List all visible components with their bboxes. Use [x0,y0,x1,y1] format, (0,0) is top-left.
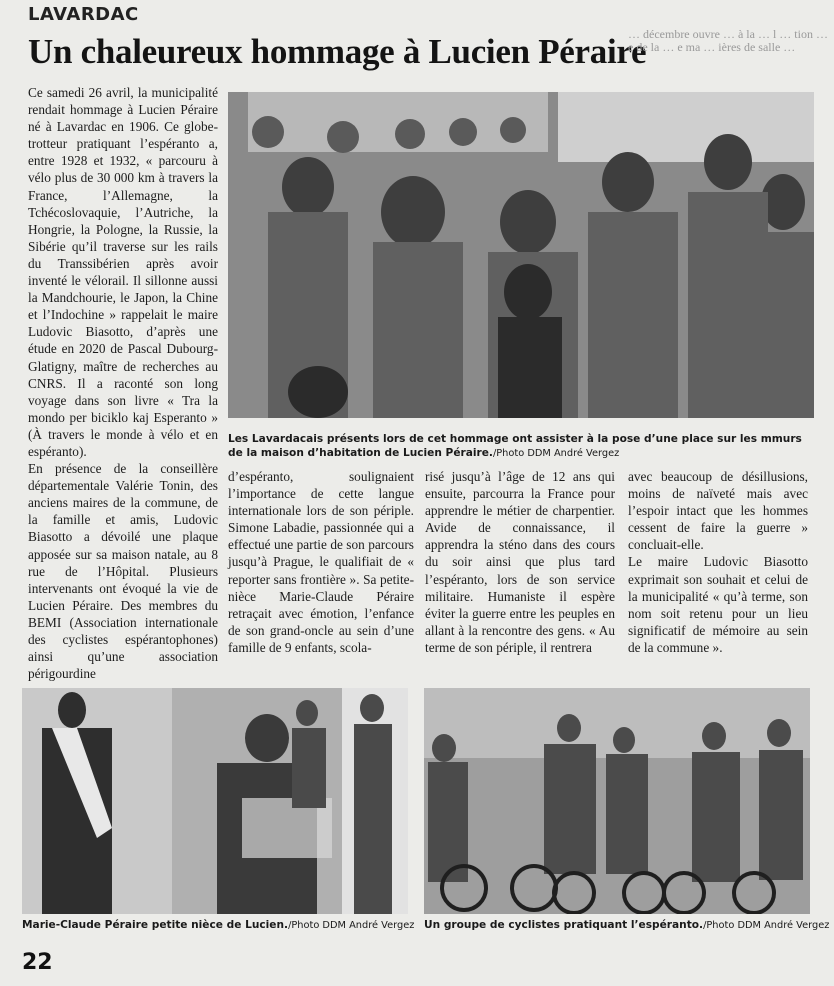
photo-credit: /Photo DDM André Vergez [288,920,415,931]
bleed-through-text: … décembre ouvre … à la … l … tion … e de la … e ma … ières de salle … [628,27,828,54]
crowd-photo-illustration [228,92,814,418]
article-headline: Un chaleureux hommage à Lucien Péraire [28,32,647,71]
caption-text: Marie-Claude Péraire petite nièce de Lucien. [22,919,289,931]
speaker-photo-caption [22,918,415,933]
paragraph: d’espéranto, soulignaient l’importance de cette langue internationale lors de son périple. Simone Labadie, passionnée qui a effectué une partie de son parcours jusqu’à Prague, le qualifiait de « reporter sans frontière ». Sa petite-nièce Marie-Claude Péraire retraçait avec émotion, l’enfance de son grand-oncle au sein d’une famille de 9 enfants, scola- [228,469,414,655]
photo-cyclists-group [424,688,810,914]
photo-crowd-ceremony [228,92,814,418]
paragraph: Le maire Ludovic Biasotto exprimait son souhait et celui de la municipalité « qu’à terme, son nom soit retenu pour un lieu significatif de mémoire au sein de la commune ». [628,554,808,655]
paragraph: Ce samedi 26 avril, la municipalité rendait hommage à Lucien Péraire né à Lavardac en 1906. Ce globe-trotteur pratiquant l’espéranto a, entre 1928 et 1932, « parcouru à vélo plus de 30 000 km à travers la France, l’Allemagne, la Tchécoslovaquie, l’Autriche, la Hongrie, la Pologne, la Russie, la Sibérie qu’il traverse sur les rails du Transsibérien après avoir inventé le vélorail. Il sillonne aussi la Mandchourie, le Japon, la Chine et l’Indochine » rappelait le maire Ludovic Biasotto, d’après une étude en 2020 de Pascal Dubourg-Glatigny, maître de recherches au CNRS. Il a raconté son long voyage dans son livre « Tra la mondo per biciklo kaj Esperanto » (À travers le monde à vélo et en espéranto). [28,85,218,459]
main-photo-caption [228,432,818,461]
speaker-photo-illustration [22,688,408,914]
caption-text: Les Lavardacais présents lors de cet hommage ont assister à la pose d’une place sur les mmurs de la maison d’habitation de Lucien Péraire. [228,433,802,459]
page-number: 22 [22,950,53,975]
photo-credit: /Photo DDM André Vergez [703,920,830,931]
paragraph: risé jusqu’à l’âge de 12 ans qui ensuite, parcourra la France pour apprendre le métier de charpentier. Avide de connaissance, il apprendra la sténo dans des cours du soir ainsi que plus tard l’espéranto, lors de son service militaire. Humaniste il espère éviter la guerre entre les peuples en allant à la rencontre des gens. « Au terme de son périple, il rentrera [425,469,615,655]
article-column-1 [28,84,218,682]
paragraph: En présence de la conseillère départementale Valérie Tonin, des anciens maires de la commune, de la famille et amis, Ludovic Biasotto a dévoilé une plaque apposée sur sa maison natale, au 8 rue de l’Hôpital. Plusieurs intervenants ont évoqué la vie de Lucien Péraire. Des membres du BEMI (Association internationale des cyclistes espérantophones) ainsi qu’une association périgourdine [28,461,218,682]
photo-speaker-lectern [22,688,408,914]
cyclists-photo-illustration [424,688,810,914]
section-rubric: LAVARDAC [28,4,139,25]
photo-credit: /Photo DDM André Vergez [492,448,620,459]
cyclists-photo-caption [424,918,830,933]
article-column-2 [228,468,414,656]
paragraph: avec beaucoup de désillusions, moins de naïveté mais avec l’espoir intact que les hommes cessent de faire la guerre » concluait-elle. [628,469,808,553]
article-column-4 [628,468,808,656]
caption-text: Un groupe de cyclistes pratiquant l’espéranto. [424,919,704,931]
article-column-3 [425,468,615,656]
